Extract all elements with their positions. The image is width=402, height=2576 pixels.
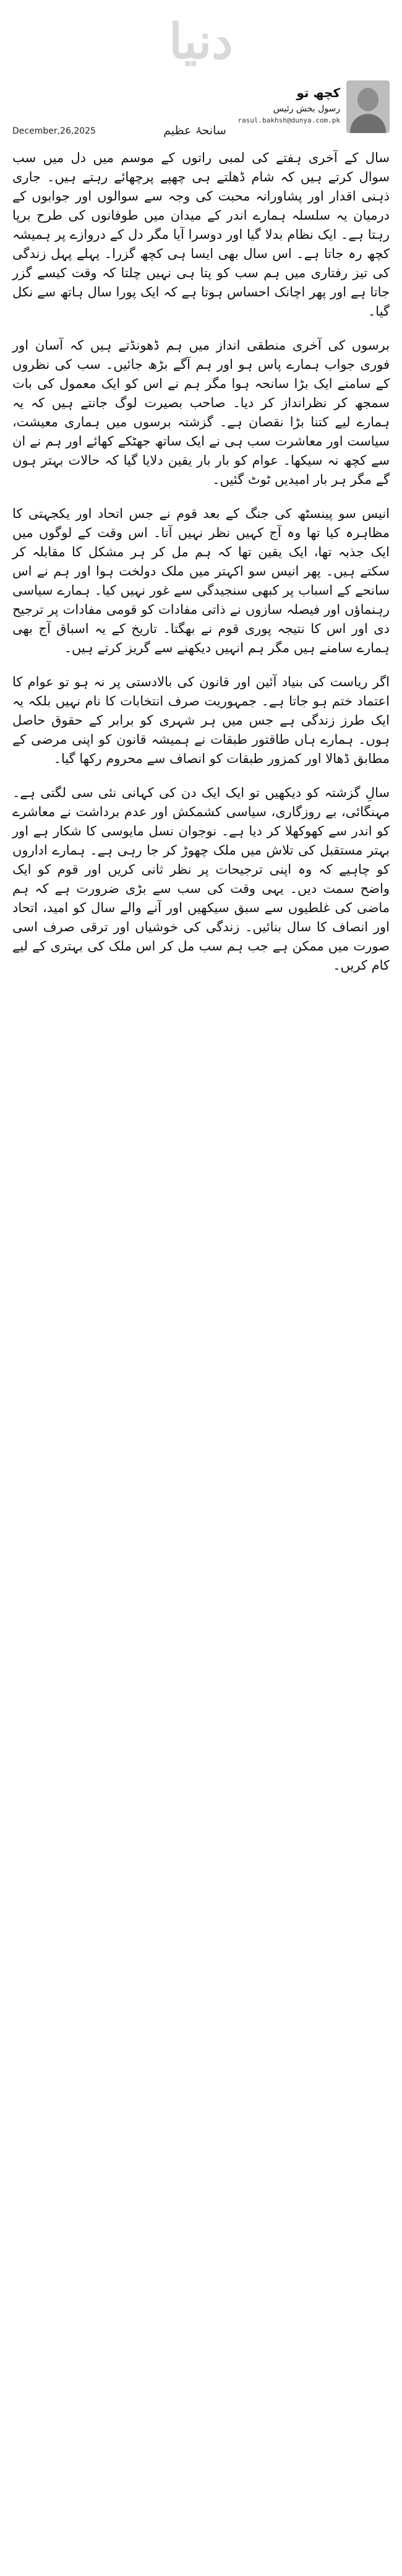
- column-name: کچھ تو: [296, 85, 340, 100]
- newspaper-logo: [161, 5, 241, 79]
- publication-date: December,26,2025: [12, 126, 96, 136]
- author-email: rasul.bakhsh@dunya.com.pk: [237, 116, 340, 124]
- logo-text: دنیا: [169, 14, 233, 70]
- article-paragraph-4: اگر ریاست کی بنیاد آئین اور قانون کی بالادستی پر نہ ہو تو عوام کا اعتماد ختم ہو جاتا ہے۔ جمہوریت صرف انتخابات کا نام نہیں بلکہ یہ ایک طرز زندگی ہے جس میں ہر شہری کو برابر کے حقوق حاصل ہوں۔ ہمارے ہاں طاقتور طبقات نے ہمیشہ قانون کو اپنی مرضی کے مطابق ڈھالا اور کمزور طبقات کو انصاف سے محروم رکھا گیا۔: [12, 674, 390, 766]
- author-face: [357, 88, 378, 111]
- author-photo: [346, 80, 390, 133]
- article-paragraph-5: سالِ گزشتہ کو دیکھیں تو ایک ایک دن کی کہانی نئی سی لگتی ہے۔ مہنگائی، بے روزگاری، سیاسی کشمکش اور عدم برداشت نے معاشرے کو اندر سے کھوکھلا کر دیا ہے۔ نوجوان نسل مایوسی کا شکار ہے اور بہتر مستقبل کی تلاش میں ملک چھوڑ کر جا رہی ہے۔ ہمارے اداروں کو چاہیے کہ وہ اپنی ترجیحات پر نظر ثانی کریں اور قوم کو ایک واضح سمت دیں۔ یہی وقت کی سب سے بڑی ضرورت ہے کہ ہم ماضی کی غلطیوں سے سبق سیکھیں اور آنے والے سال کو امید، اتحاد اور انصاف کا سال بنائیں۔ زندگی کی خوشیاں اور ترقی صرف اسی صورت میں ممکن ہے جب ہم سب مل کر اس ملک کی بہتری کے لیے کام کریں۔: [12, 785, 390, 973]
- article-paragraph-3: انیس سو پینسٹھ کی جنگ کے بعد قوم نے جس اتحاد اور یکجہتی کا مظاہرہ کیا تھا وہ آج کہیں نظر نہیں آتا۔ اس وقت کے لوگوں میں ایک جذبہ تھا، ایک یقین تھا کہ ہم مل کر ہر مشکل کا مقابلہ کر سکتے ہیں۔ پھر انیس سو اکہتر میں ملک دولخت ہوا اور ہم نے اس سانحے کے اسباب پر کبھی سنجیدگی سے غور نہیں کیا۔ ہمارے سیاسی رہنماؤں اور فیصلہ سازوں نے ذاتی مفادات کو قومی مفادات پر ترجیح دی اور اس کا نتیجہ پوری قوم نے بھگتا۔ تاریخ کے یہ اسباق آج بھی ہمارے سامنے ہیں مگر ہم انہیں دیکھنے سے گریز کرتے ہیں۔: [12, 506, 390, 655]
- byline: [12, 80, 390, 136]
- author-block: [204, 80, 340, 124]
- article-body: [12, 149, 390, 990]
- author-shoulders: [350, 114, 386, 133]
- author-name: رسول بخش رئیس: [273, 104, 340, 114]
- article-paragraph-1: سال کے آخری ہفتے کی لمبی راتوں کے موسم میں دل میں سب سوال کرتے ہیں کہ شام ڈھلتے ہی چھپے پرچھائے رہتے ہیں۔ جاری ذہنی اقدار اور پشاورانہ محبت کی وجہ سے سوالوں اور جوابوں کے درمیان یہ سلسلہ ہمارے اندر کے میدان میں طوفانوں کی طرح برپا رہتا ہے۔ ایک نظام بدلا گیا اور دوسرا آیا مگر دل کے دروازے پر ہمیشہ کچھ رہ جاتا ہے۔ اس سال بھی ایسا ہی کچھ گزرا۔ پہلے پہل زندگی کی تیز رفتاری میں ہم سب کو پتا ہی نہیں چلتا کہ وقت کیسے گزر جاتا ہے اور پھر اچانک احساس ہوتا ہے کہ ایک پورا سال ہاتھ سے نکل گیا۔: [12, 150, 390, 319]
- article-paragraph-2: برسوں کی آخری منطقی انداز میں ہم ڈھونڈتے ہیں کہ آسان اور فوری جواب ہمارے پاس ہو اور ہم آگے بڑھ جائیں۔ سب کی نظروں کے سامنے ایک بڑا سانحہ ہوا مگر ہم نے اس کو ایک معمول کی بات سمجھ کر نظرانداز کر دیا۔ صاحب بصیرت لوگ جانتے ہیں کہ یہ ہمارے لیے کتنا بڑا نقصان ہے۔ گزشتہ برسوں میں ہماری معیشت، سیاست اور معاشرت سب ہی نے ایک ساتھ جھٹکے کھائے اور ہم نے ان سے کچھ نہ سیکھا۔ عوام کو بار بار یقین دلایا گیا کہ حالات بہتر ہوں گے مگر ہر بار امیدیں ٹوٹ گئیں۔: [12, 338, 390, 487]
- article-headline: سانحۂ عظیم: [163, 124, 226, 137]
- masthead: [0, 0, 402, 93]
